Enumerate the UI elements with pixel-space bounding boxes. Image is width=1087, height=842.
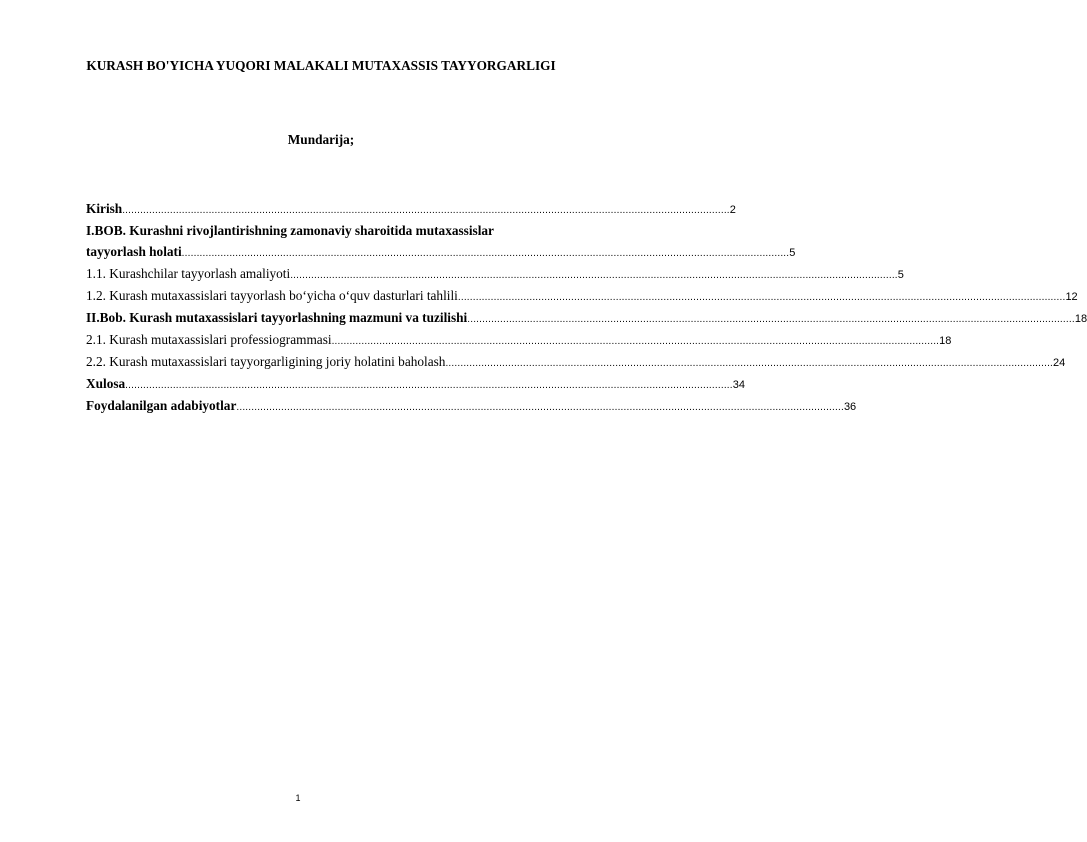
- document-title: KURASH BO'YICHA YUQORI MALAKALI MUTAXASSIS TAYYORGARLIGI: [86, 58, 556, 73]
- toc-entry-label: Xulosa: [86, 376, 126, 391]
- toc-entry-chapter1-line1[interactable]: [86, 222, 554, 243]
- toc-entry-2-1[interactable]: [86, 331, 952, 353]
- toc-entry-chapter1[interactable]: [86, 243, 796, 265]
- toc-entry-1-1[interactable]: [86, 265, 904, 287]
- toc-entry-label: 2.1. Kurash mutaxassislari professiogrammasi: [86, 332, 332, 347]
- toc-entry-page: 18: [1074, 313, 1087, 325]
- toc-entry-xulosa[interactable]: [86, 375, 745, 397]
- toc-leader-dots: ............................................................................................................................................................................................................: [331, 336, 940, 347]
- toc-entry-label: II.Bob. Kurash mutaxassislari tayyorlashning mazmuni va tuzilishi: [86, 310, 468, 325]
- toc-entry-page: 12: [1065, 291, 1078, 303]
- toc-entry-label: Kirish: [86, 201, 123, 216]
- toc-entry-kirish[interactable]: [86, 200, 736, 222]
- toc-entry-1-2[interactable]: [86, 287, 1078, 309]
- toc-leader-dots: ............................................................................................................................................................................................................: [236, 402, 844, 413]
- toc-entry-page: 36: [843, 401, 857, 413]
- toc-entry-references[interactable]: [86, 397, 857, 419]
- toc-leader-dots: ............................................................................................................................................................................................................: [445, 358, 1054, 369]
- contents-heading: Mundarija;: [287, 132, 355, 147]
- toc-leader-dots: ............................................................................................................................................................................................................: [467, 314, 1075, 325]
- toc-entry-page: 5: [897, 269, 904, 281]
- toc-entry-page: 18: [939, 335, 952, 347]
- toc-leader-dots: ............................................................................................................................................................................................................: [125, 380, 733, 391]
- toc-leader-dots: ............................................................................................................................................................................................................: [181, 248, 790, 259]
- toc-entry-label: Foydalanilgan adabiyotlar: [86, 398, 237, 413]
- toc-leader-dots: ............................................................................................................................................................................................................: [122, 205, 730, 216]
- table-of-contents: [86, 200, 1087, 419]
- toc-entry-page: 2: [729, 204, 736, 216]
- toc-leader-dots: ............................................................................................................................................................................................................: [457, 292, 1066, 303]
- toc-entry-chapter2[interactable]: [86, 309, 1087, 331]
- page-number: 1: [295, 793, 301, 803]
- toc-entry-page: 5: [789, 247, 796, 259]
- toc-entry-2-2[interactable]: [86, 353, 1066, 375]
- toc-entry-page: 34: [732, 379, 745, 391]
- toc-leader-dots: ............................................................................................................................................................................................................: [290, 270, 898, 281]
- toc-entry-page: 24: [1053, 357, 1066, 369]
- toc-entry-label: I.BOB. Kurashni rivojlantirishning zamonaviy sharoitida mutaxassislar: [86, 223, 494, 238]
- toc-entry-label: tayyorlash holati: [86, 244, 182, 259]
- toc-entry-label: 2.2. Kurash mutaxassislari tayyorgarligining joriy holatini baholash: [86, 354, 446, 369]
- toc-entry-label: 1.1. Kurashchilar tayyorlash amaliyoti: [86, 266, 291, 281]
- toc-entry-label: 1.2. Kurash mutaxassislari tayyorlash bo‘yicha o‘quv dasturlari tahlili: [86, 288, 458, 303]
